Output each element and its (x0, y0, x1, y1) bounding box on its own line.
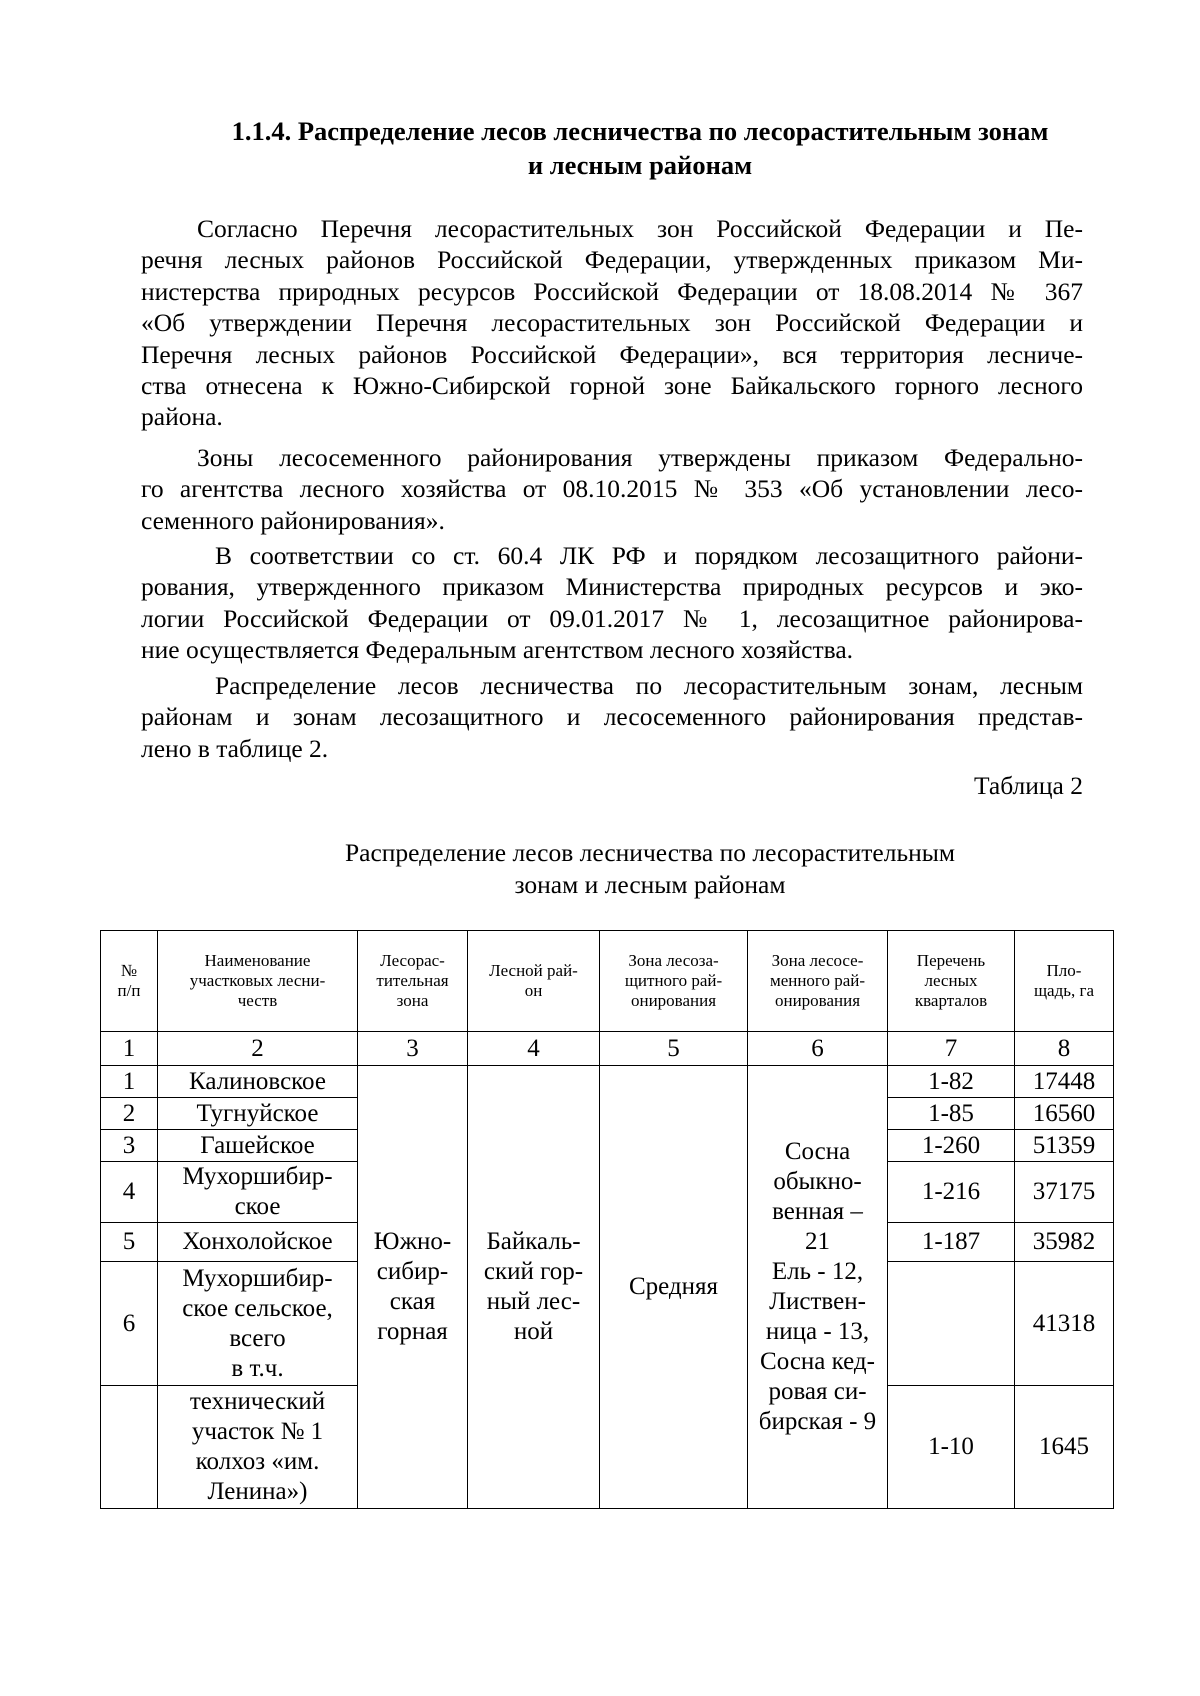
area: 41318 (1015, 1262, 1114, 1386)
header-quarters: Перечень лесных кварталов (888, 931, 1015, 1032)
forest-zone-cell: Южно- сибир- ская горная (358, 1066, 468, 1509)
paragraph-line: районам и зонам лесозащитного и лесосеменного районирования представ- (141, 702, 1083, 732)
paragraph-line: логии Российской Федерации от 09.01.2017 № 1, лесозащитное районирова- (141, 603, 1083, 633)
paragraph-line: ства отнесена к Южно-Сибирской горной зоне Байкальского горного лесного (141, 371, 1083, 401)
paragraph-zones-list (141, 213, 1083, 433)
quarters: 1-85 (888, 1098, 1015, 1130)
header-forest-zone: Лесорас- тительная зона (358, 931, 468, 1032)
column-number: 5 (600, 1032, 748, 1066)
quarters: 1-260 (888, 1130, 1015, 1162)
forestry-name: Гашейское (158, 1130, 358, 1162)
table-caption-line-2: зонам и лесным районам (514, 870, 786, 899)
paragraph-line: «Об утверждении Перечня лесорастительных зон Российской Федерации и (141, 308, 1083, 338)
table-caption-line-1: Распределение лесов лесничества по лесорастительным (344, 838, 956, 867)
column-number: 8 (1015, 1032, 1114, 1066)
forestry-name: технический участок № 1 колхоз «им. Ленина») (158, 1386, 358, 1509)
paragraph-line: речня лесных районов Российской Федерации, утвержденных приказом Ми- (141, 245, 1083, 275)
column-number: 6 (748, 1032, 888, 1066)
section-title-line-2: и лесным районам (527, 150, 753, 180)
forest-district-cell: Байкаль- ский гор- ный лес- ной (468, 1066, 600, 1509)
table-header-row (101, 931, 1114, 1032)
paragraph-line: В соответствии со ст. 60.4 ЛК РФ и порядком лесозащитного райони- (215, 541, 1083, 570)
column-number-row (101, 1032, 1114, 1066)
row-number: 2 (101, 1098, 158, 1130)
paragraph-line: лено в таблице 2. (141, 733, 329, 763)
row-number: 5 (101, 1223, 158, 1262)
column-number: 3 (358, 1032, 468, 1066)
column-number: 2 (158, 1032, 358, 1066)
quarters: 1-187 (888, 1223, 1015, 1262)
area: 1645 (1015, 1386, 1114, 1509)
row-number: 4 (101, 1162, 158, 1223)
paragraph-line: рования, утвержденного приказом Министерства природных ресурсов и эко- (141, 572, 1083, 602)
column-number: 1 (101, 1032, 158, 1066)
paragraph-table-intro (141, 670, 1083, 764)
paragraph-line: района. (141, 402, 223, 432)
paragraph-line: ние осуществляется Федеральным агентством лесного хозяйства. (141, 635, 854, 665)
row-number (101, 1386, 158, 1509)
section-heading (180, 114, 1100, 182)
forestry-name: Мухоршибир- ское сельское, всего в т.ч. (158, 1262, 358, 1386)
paragraph-seed-zoning (141, 442, 1083, 536)
forestry-name: Тугнуйское (158, 1098, 358, 1130)
header-seed-zone: Зона лесосе- менного рай- онирования (748, 931, 888, 1032)
header-area: Пло- щадь, га (1015, 931, 1114, 1032)
header-forestry-name: Наименование участковых лесни- честв (158, 931, 358, 1032)
quarters: 1-82 (888, 1066, 1015, 1098)
forestry-name: Мухоршибир- ское (158, 1162, 358, 1223)
header-number: № п/п (101, 931, 158, 1032)
section-title-line-1: 1.1.4. Распределение лесов лесничества по лесорастительным зонам (231, 116, 1049, 146)
header-forest-district: Лесной рай- он (468, 931, 600, 1032)
quarters: 1-216 (888, 1162, 1015, 1223)
table-caption (250, 837, 1050, 901)
forest-distribution-table (100, 930, 1114, 1509)
area: 17448 (1015, 1066, 1114, 1098)
area: 35982 (1015, 1223, 1114, 1262)
paragraph-line: нистерства природных ресурсов Российской Федерации от 18.08.2014 № 367 (141, 276, 1083, 306)
paragraph-protection-zoning (141, 540, 1083, 666)
area: 37175 (1015, 1162, 1114, 1223)
paragraph-line: Согласно Перечня лесорастительных зон Российской Федерации и Пе- (197, 214, 1083, 243)
protection-zone-cell: Средняя (600, 1066, 748, 1509)
table-number-label: Таблица 2 (973, 771, 1083, 800)
paragraph-line: Перечня лесных районов Российской Федерации», вся территория лесниче- (141, 339, 1083, 369)
paragraph-line: Зоны лесосеменного районирования утверждены приказом Федерально- (197, 443, 1083, 472)
area: 16560 (1015, 1098, 1114, 1130)
seed-zone-cell: Сосна обыкно- венная – 21 Ель - 12, Листвен- ница - 13, Сосна кед- ровая си- бирская - 9 (748, 1066, 888, 1509)
row-number: 3 (101, 1130, 158, 1162)
forestry-name: Хонхолойское (158, 1223, 358, 1262)
paragraph-line: го агентства лесного хозяйства от 08.10.2015 № 353 «Об установлении лесо- (141, 474, 1083, 504)
table-row (101, 1066, 1114, 1098)
column-number: 4 (468, 1032, 600, 1066)
quarters: 1-10 (888, 1386, 1015, 1509)
forestry-name: Калиновское (158, 1066, 358, 1098)
paragraph-line: Распределение лесов лесничества по лесорастительным зонам, лесным (215, 671, 1083, 700)
row-number: 1 (101, 1066, 158, 1098)
area: 51359 (1015, 1130, 1114, 1162)
paragraph-line: семенного районирования». (141, 505, 445, 535)
column-number: 7 (888, 1032, 1015, 1066)
header-protection-zone: Зона лесоза- щитного рай- онирования (600, 931, 748, 1032)
quarters (888, 1262, 1015, 1386)
row-number: 6 (101, 1262, 158, 1386)
